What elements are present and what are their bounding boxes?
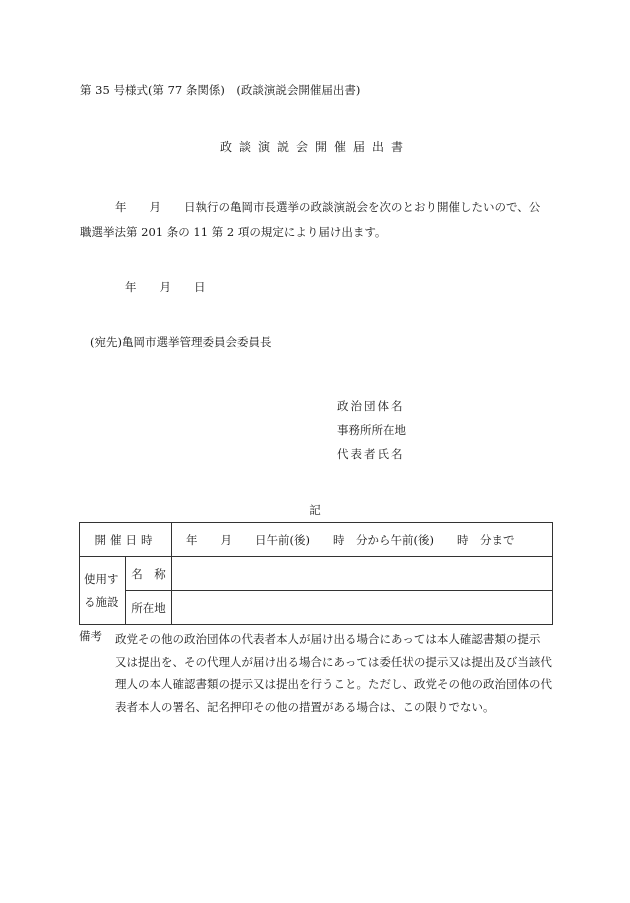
table-row-date [80, 523, 553, 557]
table-row-facility-location [80, 591, 553, 625]
org-name-label: 政治団体名 [337, 399, 405, 413]
date-value-field[interactable]: 年 月 日午前(後) 時 分から午前(後) 時 分まで [172, 523, 553, 557]
note-label: 備考 [79, 629, 102, 643]
representative-name-label: 代表者氏名 [337, 447, 405, 461]
table-row-facility-name [80, 557, 553, 591]
note-text [88, 628, 568, 718]
note-line: 理人の本人確認書類の提示又は提出を行うこと。ただし、政党その他の政治団体の代 [115, 677, 552, 691]
event-details-table [79, 522, 553, 625]
facility-name-field[interactable] [172, 557, 553, 591]
submission-date-field[interactable]: 年 月 日 [125, 280, 206, 294]
facility-label-line-1: 使用す [84, 571, 119, 586]
facility-location-field[interactable] [172, 591, 553, 625]
facility-label-line-2: る施設 [84, 594, 119, 609]
document-title: 政談演説会開催届出書 [219, 140, 410, 154]
addressee: (宛先)亀岡市選挙管理委員会委員長 [90, 335, 272, 349]
facility-label-cell [80, 557, 126, 625]
facility-name-label: 名 称 [126, 557, 172, 591]
note-line: 政党その他の政治団体の代表者本人が届け出る場合にあっては本人確認書類の提示 [115, 632, 541, 646]
facility-location-label: 所在地 [126, 591, 172, 625]
note-line: 又は提出を、その代理人が届け出る場合にあっては委任状の提示又は提出及び当該代 [115, 654, 552, 669]
body-text-line-1: 年 月 日執行の亀岡市長選挙の政談演説会を次のとおり開催したいので、公 [115, 200, 541, 214]
note-line: 表者本人の署名、記名押印その他の措置がある場合は、この限りでない。 [115, 699, 495, 714]
form-number: 第 35 号様式(第 77 条関係) (政談演説会開催届出書) [80, 83, 361, 97]
office-address-label: 事務所所在地 [337, 423, 406, 437]
body-text-line-2: 職選挙法第 201 条の 11 第 2 項の規定により届け出ます。 [80, 225, 387, 239]
ki-heading: 記 [309, 503, 321, 517]
date-header-cell: 開催日時 [80, 523, 172, 557]
